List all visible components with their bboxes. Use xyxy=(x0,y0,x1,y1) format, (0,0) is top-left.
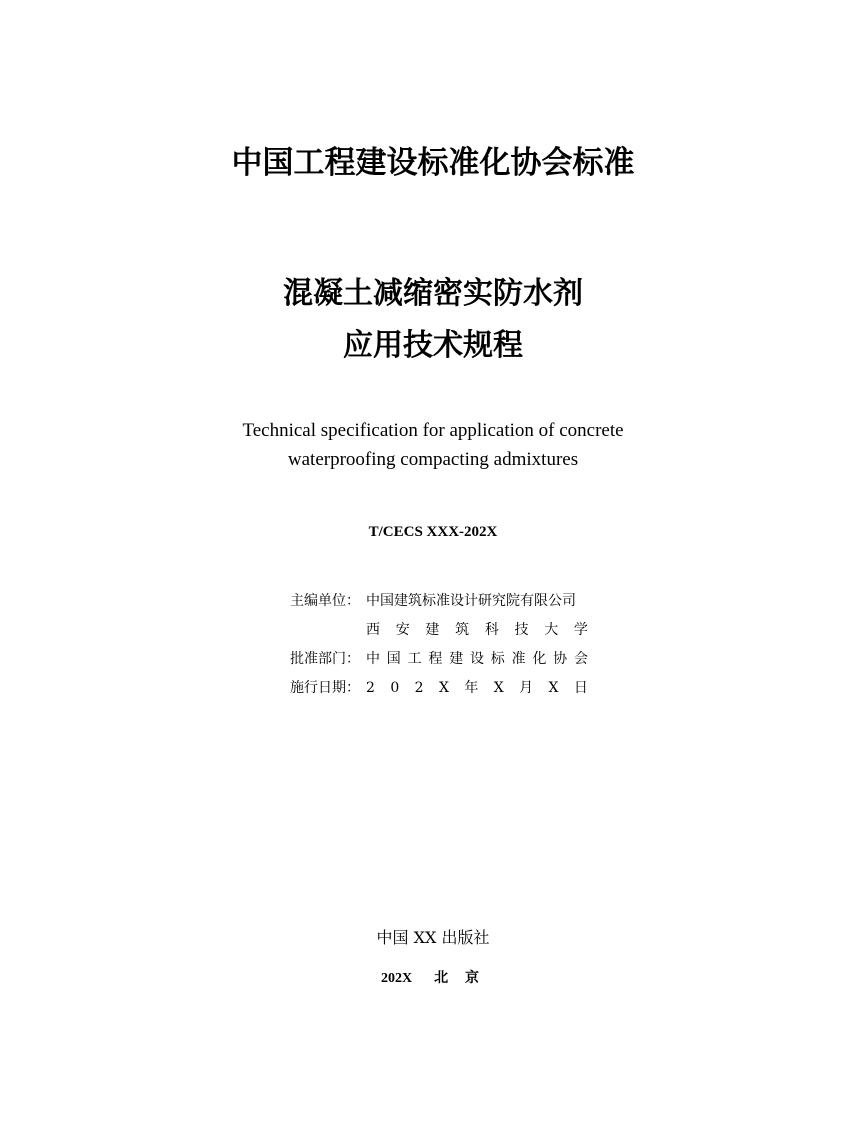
date-char: 0 xyxy=(390,680,400,696)
approver-char: 设 xyxy=(469,651,484,667)
approver-char: 工 xyxy=(407,651,422,667)
publication-city: 北 京 xyxy=(434,970,485,986)
editor-secondary-char: 科 xyxy=(484,622,499,638)
editor-secondary-char: 安 xyxy=(395,622,410,638)
publication-year: 202X xyxy=(381,971,413,986)
editor-secondary-row xyxy=(290,616,588,645)
date-char: 2 xyxy=(366,680,375,696)
editor-secondary-char: 大 xyxy=(544,622,559,638)
info-block xyxy=(290,587,588,703)
english-title-line-2: waterproofing compacting admixtures xyxy=(287,449,579,470)
editor-secondary-char: 建 xyxy=(425,622,440,638)
main-title-line-2: 应用技术规程 xyxy=(343,328,523,363)
approver-label: 批准部门： xyxy=(290,651,360,667)
approver-char: 准 xyxy=(511,651,526,667)
organization-title: 中国工程建设标准化协会标准 xyxy=(231,145,635,181)
editor-secondary xyxy=(366,616,588,645)
standard-code: T/CECS XXX-202X xyxy=(368,524,498,540)
date-row xyxy=(290,674,588,703)
editor-row xyxy=(290,587,588,616)
editor-secondary-spacer xyxy=(290,616,366,645)
approver-char: 协 xyxy=(553,651,568,667)
editor-secondary-char: 西 xyxy=(366,622,380,638)
approver-char: 中 xyxy=(366,651,380,667)
approver-char: 程 xyxy=(428,651,443,667)
date-value xyxy=(366,674,588,703)
editor-secondary-char: 学 xyxy=(573,622,588,638)
date-char: 2 xyxy=(414,680,424,696)
editor-label: 主编单位： xyxy=(290,593,360,609)
date-char: X xyxy=(493,680,504,696)
publication-place xyxy=(0,967,866,990)
date-char: X xyxy=(548,680,559,696)
approver-char: 会 xyxy=(573,651,588,667)
english-title-line-1: Technical specification for application of concrete xyxy=(242,420,624,441)
approver-char: 国 xyxy=(386,651,401,667)
approver-value xyxy=(366,645,588,674)
approver-char: 标 xyxy=(490,651,505,667)
main-title-line-1: 混凝土减缩密实防水剂 xyxy=(283,276,583,311)
publisher-name: 中国 XX 出版社 xyxy=(376,928,490,947)
date-char: X xyxy=(438,680,449,696)
approver-char: 建 xyxy=(449,651,464,667)
date-char: 月 xyxy=(519,680,534,696)
date-char: 年 xyxy=(464,680,479,696)
editor-secondary-char: 筑 xyxy=(455,622,470,638)
approver-row xyxy=(290,645,588,674)
date-char: 日 xyxy=(573,680,588,696)
date-label: 施行日期： xyxy=(290,680,360,696)
editor-secondary-char: 技 xyxy=(514,622,529,638)
approver-char: 化 xyxy=(532,651,547,667)
editor-primary: 中国建筑标准设计研究院有限公司 xyxy=(366,593,576,609)
